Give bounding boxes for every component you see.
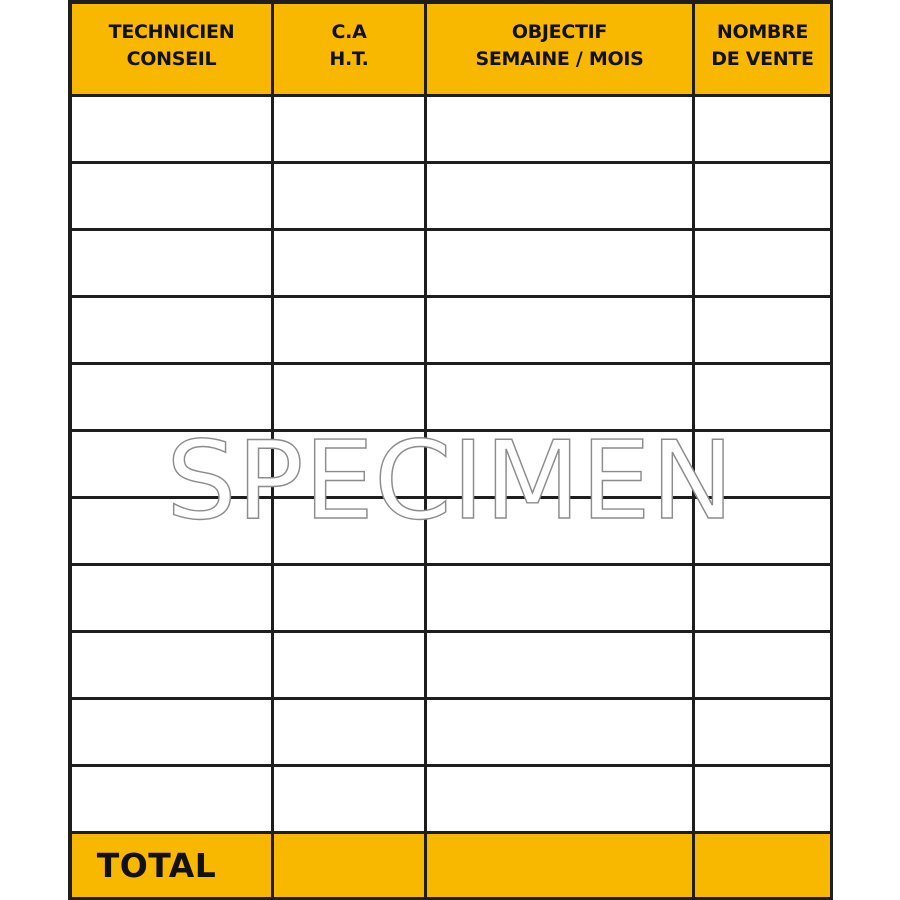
nombre-vente-cell[interactable] [695,432,830,496]
ca-ht-cell[interactable] [274,566,424,630]
nombre-vente-cell[interactable] [695,298,830,362]
header-nombre-de-vente: NOMBRE DE VENTE [695,4,830,94]
sales-tracking-board [68,0,833,900]
ca-ht-cell[interactable] [274,97,424,161]
technicien-cell[interactable] [72,164,271,228]
ca-ht-cell[interactable] [274,231,424,295]
technicien-cell[interactable] [72,633,271,697]
technicien-cell[interactable] [72,231,271,295]
objectif-cell[interactable] [427,231,692,295]
nombre-vente-cell[interactable] [695,499,830,563]
technicien-cell[interactable] [72,432,271,496]
objectif-cell[interactable] [427,499,692,563]
technicien-cell[interactable] [72,499,271,563]
nombre-vente-cell[interactable] [695,164,830,228]
nombre-vente-cell[interactable] [695,767,830,831]
nombre-vente-cell[interactable] [695,231,830,295]
header-ca-ht: C.A H.T. [274,4,424,94]
header-technicien-conseil: TECHNICIEN CONSEIL [72,4,271,94]
objectif-cell[interactable] [427,432,692,496]
technicien-cell[interactable] [72,97,271,161]
ca-ht-cell[interactable] [274,700,424,764]
total-objectif-cell[interactable] [427,834,692,897]
nombre-vente-cell[interactable] [695,633,830,697]
nombre-vente-cell[interactable] [695,365,830,429]
ca-ht-cell[interactable] [274,499,424,563]
nombre-vente-cell[interactable] [695,566,830,630]
objectif-cell[interactable] [427,633,692,697]
objectif-cell[interactable] [427,97,692,161]
sales-table [72,4,830,897]
objectif-cell[interactable] [427,566,692,630]
technicien-cell[interactable] [72,365,271,429]
objectif-cell[interactable] [427,365,692,429]
technicien-cell[interactable] [72,767,271,831]
ca-ht-cell[interactable] [274,633,424,697]
objectif-cell[interactable] [427,767,692,831]
nombre-vente-cell[interactable] [695,97,830,161]
objectif-cell[interactable] [427,164,692,228]
watermark-text: SPECIMEN [166,420,735,540]
ca-ht-cell[interactable] [274,164,424,228]
header-objectif: OBJECTIF SEMAINE / MOIS [427,4,692,94]
technicien-cell[interactable] [72,700,271,764]
objectif-cell[interactable] [427,298,692,362]
nombre-vente-cell[interactable] [695,700,830,764]
ca-ht-cell[interactable] [274,298,424,362]
total-label: TOTAL [72,834,271,897]
total-ca-ht-cell[interactable] [274,834,424,897]
objectif-cell[interactable] [427,700,692,764]
technicien-cell[interactable] [72,298,271,362]
ca-ht-cell[interactable] [274,365,424,429]
ca-ht-cell[interactable] [274,432,424,496]
ca-ht-cell[interactable] [274,767,424,831]
total-nombre-vente-cell[interactable] [695,834,830,897]
technicien-cell[interactable] [72,566,271,630]
